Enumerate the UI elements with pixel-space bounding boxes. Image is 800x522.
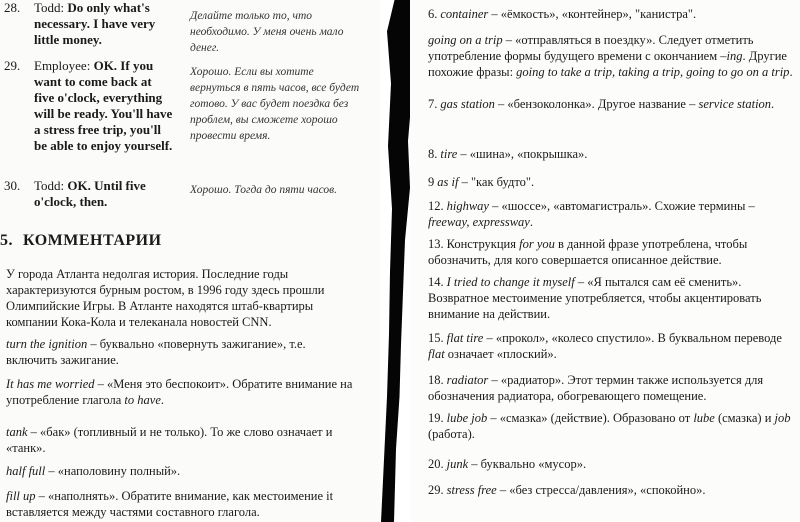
dialog-number: 28. [4,0,21,15]
note-text: – «прокол», «колесо спустило». В буквальном переводе [483,331,782,345]
note-text: – «отправляться в поездку». Следует отметить употребление формы будущего времени с окончанием – [428,33,754,63]
right-note [428,6,798,22]
note-text: означает «плоский». [444,347,557,361]
note-text: – «шоссе», «автомагистраль». Схожие термины – [488,199,755,213]
section-number: 5. [0,232,13,249]
note-it-has-me-worried [6,376,358,408]
note-number: 29. [428,483,444,497]
note-text: – «смазка» (действие). Образовано от [487,411,694,425]
right-note [428,96,798,112]
note-number: 13. [428,237,444,251]
note-text: (смазка) и [714,411,775,425]
note-term: going to take a trip, taking a trip, going to go on a trip [516,65,790,79]
note-text: – «наполнять». Обратите внимание, как местоимение it вставляется между частями составного глагола. [6,489,334,519]
right-note [428,174,798,190]
note-term: ing [726,49,743,63]
dialog-speaker: Employee: [34,58,91,73]
note-term: turn the ignition [6,337,88,351]
right-note [428,482,798,498]
note-term: flat [428,347,445,361]
note-term: tank [6,425,28,439]
note-number: 18. [428,373,444,387]
dialog-number: 30. [4,178,21,193]
dialog-english [34,0,174,48]
note-text: – буквально «мусор». [468,457,587,471]
note-term: tire [440,147,458,161]
dialog-speaker: Todd: [34,0,65,15]
note-term: junk [446,457,469,471]
dialog-russian: Делайте только то, что необходимо. У меня очень мало денег. [190,10,344,54]
section-heading [0,232,162,250]
right-note [428,456,798,472]
note-term: container [440,7,489,21]
note-emphasis: to have [124,393,161,407]
right-note [428,198,798,230]
note-text: – "как будто". [458,175,535,189]
note-number: 9 [428,175,435,189]
note-fill-up [6,488,358,520]
note-term: service station [698,97,772,111]
dialog-english-text: OK. If you want to come back at five o'clock, everything will be ready. You'll have a stress free trip, you'll be able to enjoy yourself. [34,58,173,153]
note-text: – буквально «повернуть зажигание», т.е. включить зажигание. [6,337,306,367]
note-term: lube job [446,411,488,425]
dialog-russian: Хорошо. Если вы хотите вернуться в пять часов, все будет готово. У вас будет поездка без проблем, вы сможете хорошо провести время. [190,66,360,142]
note-text: в данной фразе употреблена, чтобы обозначить, для кого совершается описанное действие. [428,237,748,267]
note-number: 8. [428,147,438,161]
note-half-full [6,463,358,479]
right-note [428,330,798,362]
note-term: half full [6,464,46,478]
note-term: job [774,411,791,425]
note-text: – «радиатор». Этот термин также используется для обозначения радиатора, обогревающего помещение. [428,373,764,403]
note-text: Конструкция [446,237,520,251]
right-note [428,372,798,404]
note-term: as if [437,175,459,189]
dialog-english-text: Do only what's necessary. I have very little money. [34,0,156,47]
right-note [428,236,798,268]
note-term: freeway, expressway [428,215,530,229]
note-number: 7. [428,97,438,111]
dialog-speaker: Todd: [34,178,65,193]
intro-paragraph: У города Атланта недолгая история. Последние годы характеризуются бурным ростом, в 1996 году здесь прошли Олимпийские Игры. В Атланте находятся штаб-квартиры компании Кока-Кола и телеканала новостей CNN. [6,267,325,329]
note-number: 15. [428,331,444,345]
note-text: . Другие похожие фразы: [428,49,787,79]
right-note [428,274,798,322]
note-term: I tried to change it myself [446,275,575,289]
right-note [428,32,798,80]
note-text: . [529,215,533,229]
note-term: radiator [446,373,489,387]
note-number: 20. [428,457,444,471]
note-number: 6. [428,7,438,21]
note-term: going on a trip [428,33,503,47]
note-tank [6,424,358,456]
note-text-end: . [160,393,164,407]
left-page [0,0,380,522]
note-text: – «ёмкость», «контейнер», "канистра". [488,7,697,21]
note-turn-the-ignition [6,336,358,368]
note-number: 19. [428,411,444,425]
right-page [410,0,800,522]
note-text: – «Меня это беспокоит». Обратите внимание на употребление глагола [6,377,353,407]
section-title: КОММЕНТАРИИ [23,232,162,249]
note-term: for you [519,237,555,251]
dialog-english [34,178,174,210]
note-text: – «шина», «покрышка». [457,147,588,161]
note-term: gas station [440,97,495,111]
note-text: – «без стресса/давления», «спокойно». [496,483,706,497]
note-term: highway [446,199,489,213]
note-text: . [789,65,793,79]
note-term: It has me worried [6,377,95,391]
dialog-russian: Хорошо. Тогда до пяти часов. [190,184,338,196]
note-text: – «Я пытался сам её сменить». Возвратное местоимение употребляется, чтобы акцентировать внимание на действии. [428,275,762,321]
note-term: flat tire [446,331,484,345]
right-note [428,146,798,162]
note-number: 14. [428,275,444,289]
dialog-english [34,58,174,154]
note-text: . [771,97,775,111]
note-text: – «бак» (топливный и не только). То же слово означает и «танк». [6,425,333,455]
note-term: fill up [6,489,36,503]
note-text: – «бензоколонка». Другое название – [494,97,699,111]
note-text: (работа). [428,427,475,441]
note-term: stress free [446,483,497,497]
dialog-number: 29. [4,58,21,73]
right-note [428,410,798,442]
note-number: 12. [428,199,444,213]
note-term: lube [693,411,715,425]
dialog-english-text: OK. Until five o'clock, then. [34,178,146,209]
note-text: – «наполовину полный». [45,464,181,478]
